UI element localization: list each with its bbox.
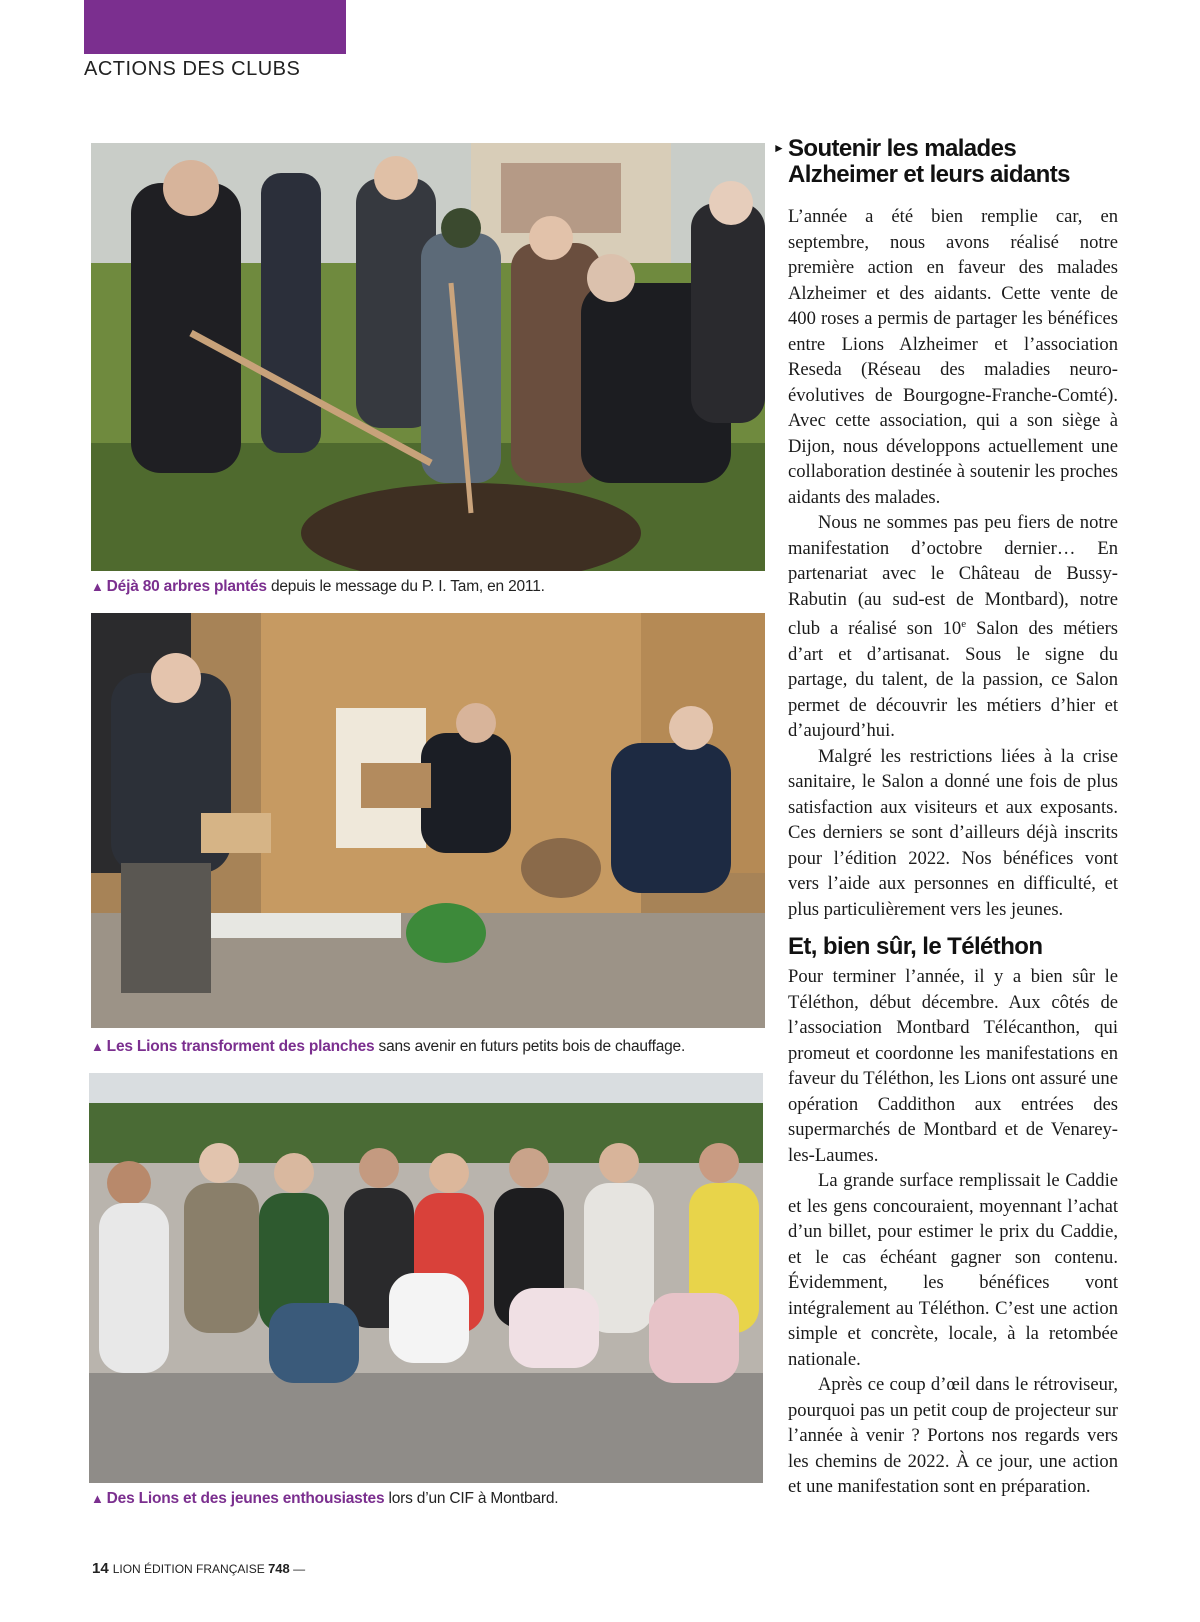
caption-triangle-icon: ▲ <box>91 1039 104 1054</box>
caption-triangle-icon: ▲ <box>91 579 104 594</box>
paragraph-6: Après ce coup d’œil dans le rétroviseur, pourquoi pas un petit coup de projecteur sur l’année à venir ? Portons nos regards vers les chemins de 2022. À ce jour, une action et une manifestation sont en préparation. <box>788 1374 1118 1498</box>
paragraph-2: Nous ne sommes pas peu fiers de notre manifestation d’octobre dernier… En partenariat avec le Château de Bussy-Rabutin (au sud-est de Montbard), notre club a réalisé son 10e Salon des métiers d’art et d’artisanat. Sous le signe du partage, du talent, de la passion, ce Salon permet de découvrir les métiers d’hier et d’aujourd’hui. <box>788 512 1119 742</box>
photo-group-cif <box>89 1073 763 1483</box>
caption-photo-3: ▲ Des Lions et des jeunes enthousiastes lors d’un CIF à Montbard. <box>91 1490 559 1507</box>
caption-triangle-icon: ▲ <box>91 1491 104 1506</box>
paragraph-5: La grande surface remplissait le Caddie et les gens concouraient, moyennant l’achat d’un billet, pour estimer le prix du Caddie, et le cas échéant gagner son contenu. Évidemment, les bénéfices vont intégralement au Téléthon. C’est une action simple et concrète, locale, à la retombée nationale. <box>788 1170 1118 1370</box>
paragraph-1: L’année a été bien remplie car, en septembre, nous avons réalisé notre première action en faveur des malades Alzheimer et des aidants. Cette vente de 400 roses a permis de partager les bénéfices entre Lions Alzheimer et l’association Reseda (Réseau des maladies neuro-évolutives de Bourgogne-Franche-Comté). Avec cette association, qui a son siège à Dijon, nous développons actuellement une collaboration destinée à soutenir les proches aidants des malades. <box>788 206 1118 508</box>
photo-wood-workshop <box>91 613 765 1028</box>
page-number: 14 <box>92 1560 109 1577</box>
issue-number: 748 <box>268 1561 290 1576</box>
section-label: ACTIONS DES CLUBS <box>84 58 301 80</box>
page-footer: 14 LION ÉDITION FRANÇAISE 748 — <box>92 1560 306 1577</box>
caption-photo-2: ▲ Les Lions transforment des planches sans avenir en futurs petits bois de chauffage. <box>91 1038 686 1055</box>
article-column <box>788 136 1118 1500</box>
publication-name: LION ÉDITION FRANÇAISE <box>112 1562 265 1576</box>
photo-tree-planting <box>91 143 765 571</box>
header-accent-bar <box>84 0 346 54</box>
article-heading-telethon: Et, bien sûr, le Téléthon <box>788 933 1043 961</box>
article-heading-alzheimer: Soutenir les malades Alzheimer et leurs aidants <box>788 135 1070 188</box>
paragraph-4: Pour terminer l’année, il y a bien sûr le Téléthon, début décembre. Aux côtés de l’association Montbard Télécanthon, qui promeut et coordonne les manifestations en faveur du Téléthon, les Lions ont assuré une opération Caddithon aux entrées des supermarchés de Montbard et de Venarey-les-Laumes. <box>788 966 1118 1166</box>
paragraph-3: Malgré les restrictions liées à la crise sanitaire, le Salon a donné une fois de plus satisfaction aux visiteurs et aux exposants. Ces derniers se sont d’ailleurs déjà inscrits pour l’édition 2022. Nos bénéfices vont vers l’aide aux personnes en difficulté, et plus particulièrement vers les jeunes. <box>788 745 1118 920</box>
caption-photo-1: ▲ Déjà 80 arbres plantés depuis le message du P. I. Tam, en 2011. <box>91 578 545 595</box>
heading-marker-icon: ► <box>773 141 785 155</box>
